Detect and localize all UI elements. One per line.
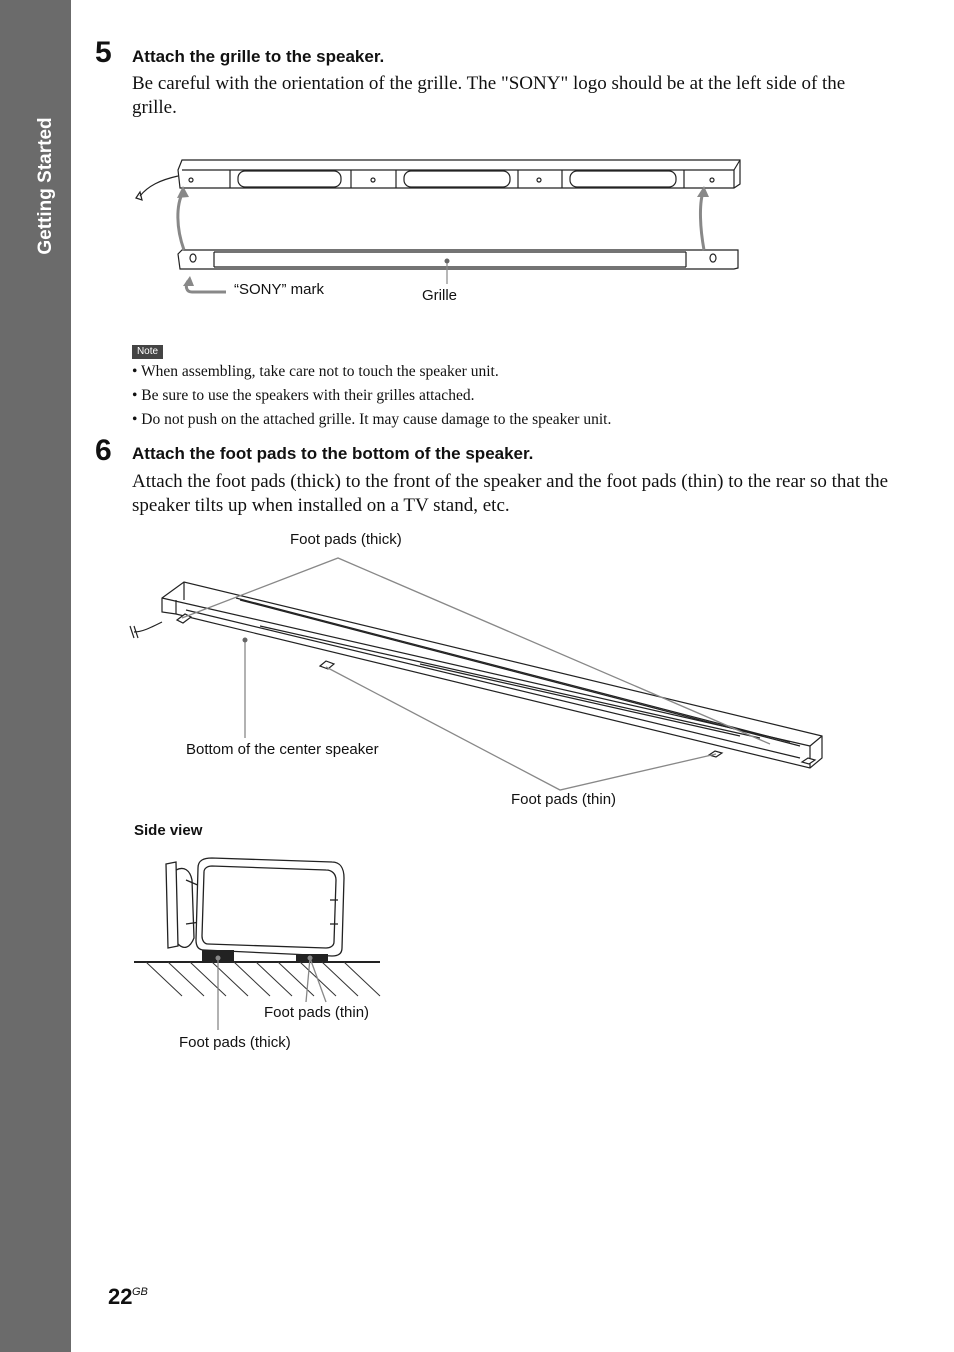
step-5-number: 5: [95, 36, 112, 69]
side-foot-pads-thick-label: Foot pads (thick): [179, 1034, 291, 1051]
note-item: • Do not push on the attached grille. It may cause damage to the speaker unit.: [132, 411, 612, 428]
page-number: 22: [108, 1284, 133, 1309]
foot-pads-thin-label: Foot pads (thin): [511, 791, 617, 808]
sony-mark-label: “SONY” mark: [234, 281, 324, 298]
step-6-title: Attach the foot pads to the bottom of the speaker.: [132, 444, 534, 463]
step-6-body: Attach the foot pads (thick) to the front of the speaker and the foot pads (thin) to the rear so that the speaker tilts up when installed on a TV stand, etc.: [132, 471, 889, 516]
step-5-body: Be careful with the orientation of the grille. The "SONY" logo should be at the left side of the grille.: [132, 73, 846, 118]
step-5-title: Attach the grille to the speaker.: [132, 47, 385, 66]
bottom-of-speaker-label: Bottom of the center speaker: [186, 741, 379, 758]
page-suffix: GB: [132, 1286, 148, 1298]
side-foot-pads-thin-label: Foot pads (thin): [264, 1004, 370, 1021]
side-view-title: Side view: [134, 822, 203, 839]
grille-label: Grille: [422, 287, 458, 304]
section-tab-label: Getting Started: [35, 117, 56, 255]
step-6-number: 6: [95, 434, 112, 467]
note-badge: Note: [132, 345, 163, 359]
foot-pads-thick-label: Foot pads (thick): [290, 531, 402, 548]
note-item: • Be sure to use the speakers with their grilles attached.: [132, 387, 475, 404]
note-item: • When assembling, take care not to touch the speaker unit.: [132, 363, 499, 380]
